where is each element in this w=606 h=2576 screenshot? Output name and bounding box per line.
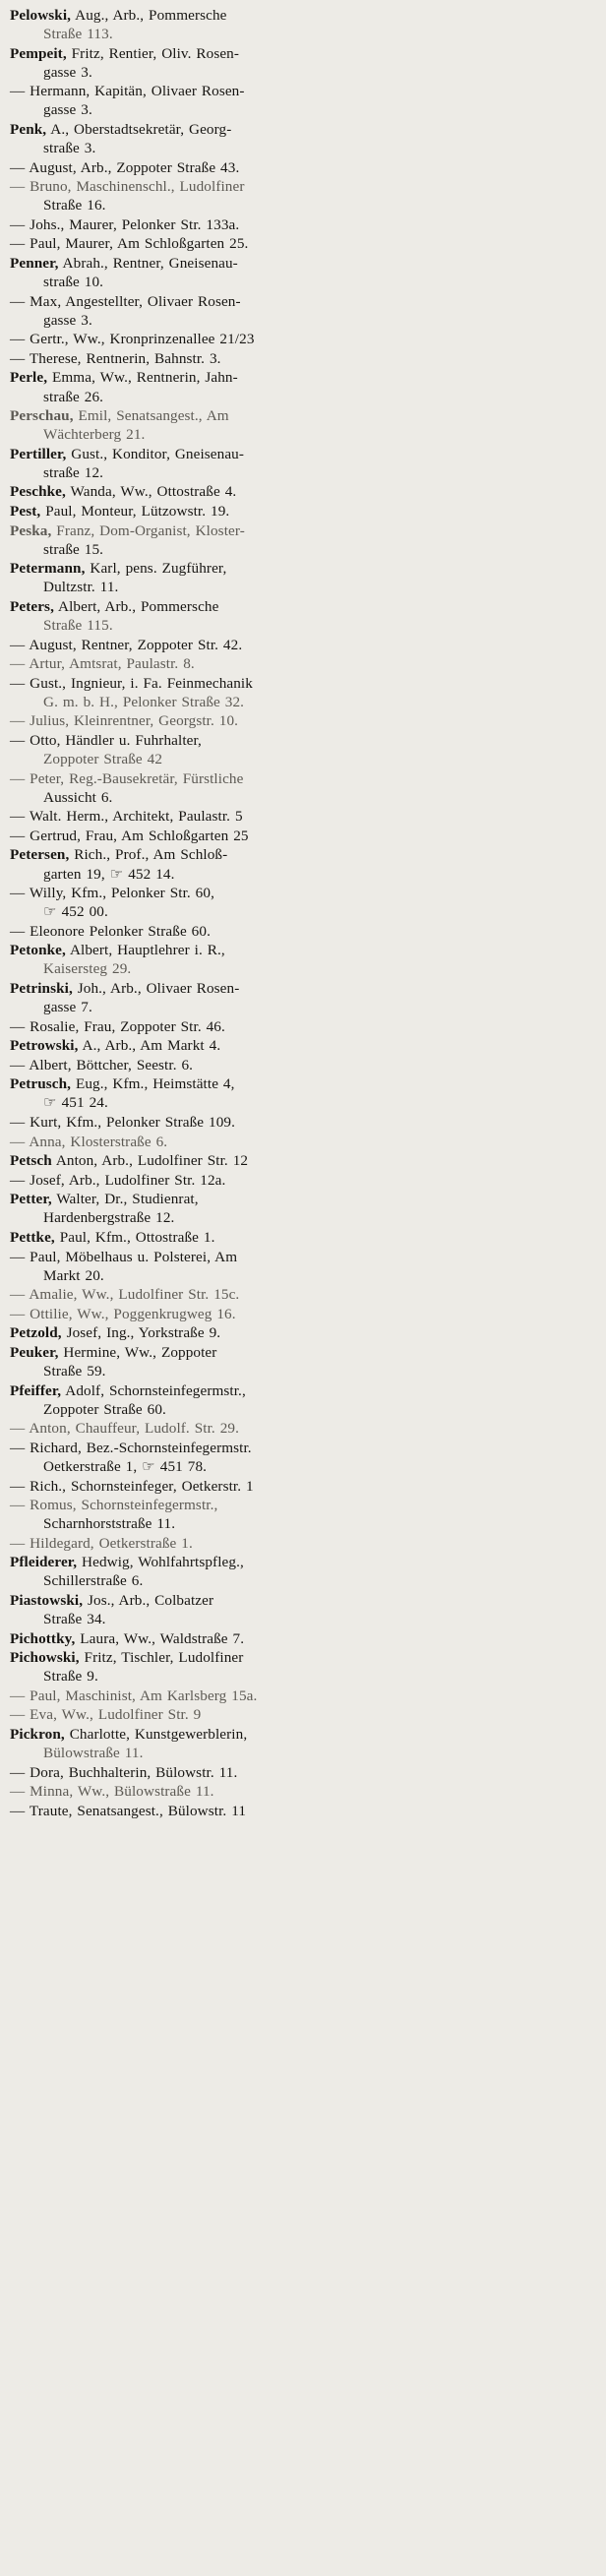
directory-entry	[10, 1113, 596, 1132]
surname: Pest,	[10, 503, 41, 521]
entry-primary-line	[10, 1324, 220, 1341]
entry-continuation-line: ☞ 451 24.	[43, 1094, 108, 1112]
directory-entry	[10, 1648, 596, 1686]
entry-primary-line: — Julius, Kleinrentner, Georgstr. 10.	[10, 712, 239, 730]
entry-primary-line	[10, 1191, 199, 1207]
entry-detail: Emil, Senatsangest., Am	[73, 407, 229, 425]
directory-entry	[10, 521, 596, 559]
directory-entry	[10, 1496, 596, 1533]
surname: Petonke,	[10, 942, 66, 959]
directory-entry	[10, 1305, 596, 1323]
entry-primary-line	[10, 1554, 244, 1570]
surname: Peters,	[10, 597, 54, 615]
directory-entry	[10, 1190, 596, 1227]
directory-entry	[10, 502, 596, 521]
entry-primary-line	[10, 1037, 220, 1054]
directory-entry	[10, 922, 596, 941]
directory-entry	[10, 1285, 596, 1304]
entry-primary-line	[10, 1382, 246, 1399]
entry-primary-line: — Otto, Händler u. Fuhrhalter,	[10, 731, 202, 749]
surname: Petter,	[10, 1191, 52, 1208]
directory-entry	[10, 1802, 596, 1820]
directory-entry	[10, 254, 596, 291]
directory-entry	[10, 120, 596, 157]
entry-primary-line	[10, 598, 218, 615]
entry-primary-line	[10, 483, 236, 500]
entry-detail: Franz, Dom-Organist, Kloster-	[51, 521, 245, 539]
entry-primary-line: — Hildegard, Oetkerstraße 1.	[10, 1534, 193, 1552]
surname: Peska,	[10, 521, 52, 539]
entry-primary-line: — Anton, Chauffeur, Ludolf. Str. 29.	[10, 1420, 239, 1438]
directory-entry	[10, 1036, 596, 1055]
entry-detail: Jos., Arb., Colbatzer	[83, 1591, 214, 1609]
directory-entry	[10, 807, 596, 826]
entry-detail: Aug., Arb., Pommersche	[71, 7, 227, 24]
entry-detail: Hedwig, Wohlfahrtspfleg.,	[77, 1554, 244, 1571]
entry-primary-line	[10, 942, 225, 958]
directory-entry	[10, 979, 596, 1016]
entry-continuation-line: straße 26.	[43, 388, 104, 405]
directory-entry	[10, 884, 596, 921]
entry-primary-line: — Anna, Klosterstraße 6.	[10, 1133, 168, 1150]
entry-continuation-line: G. m. b. H., Pelonker Straße 32.	[43, 693, 245, 710]
directory-entry	[10, 1056, 596, 1074]
directory-entry	[10, 82, 596, 119]
directory-entry	[10, 1381, 596, 1419]
entry-detail: Paul, Kfm., Ottostraße 1.	[54, 1229, 215, 1246]
surname: Pichottky,	[10, 1629, 76, 1647]
entry-primary-line	[10, 407, 229, 424]
entry-primary-line: — Max, Angestellter, Olivaer Rosen-	[10, 292, 241, 310]
directory-entry	[10, 845, 596, 883]
surname: Petrinski,	[10, 979, 73, 997]
entry-detail: Karl, pens. Zugführer,	[85, 560, 227, 578]
entry-detail: Paul, Monteur, Lützowstr. 19.	[40, 503, 230, 521]
surname: Perle,	[10, 369, 48, 387]
entry-primary-line: — Walt. Herm., Architekt, Paulastr. 5	[10, 808, 243, 826]
directory-entry	[10, 1725, 596, 1762]
surname: Penner,	[10, 255, 59, 273]
entry-primary-line: — Gust., Ingnieur, i. Fa. Feinmechanik	[10, 674, 253, 692]
entry-primary-line: — Eleonore Pelonker Straße 60.	[10, 922, 211, 940]
entry-primary-line	[10, 446, 244, 462]
entry-continuation-line: gasse 7.	[43, 999, 92, 1016]
directory-entry	[10, 1248, 596, 1285]
directory-entry	[10, 1477, 596, 1496]
entry-primary-line: — Paul, Maschinist, Am Karlsberg 15a.	[10, 1687, 258, 1704]
entry-primary-line: — Traute, Senatsangest., Bülowstr. 11	[10, 1802, 247, 1819]
entry-primary-line: — August, Rentner, Zoppoter Str. 42.	[10, 636, 243, 653]
entry-primary-line: — Gertr., Ww., Kronprinzenallee 21/23	[10, 331, 255, 348]
surname: Pfleiderer,	[10, 1554, 78, 1571]
entry-detail: Laura, Ww., Waldstraße 7.	[75, 1629, 245, 1647]
directory-entry	[10, 559, 596, 596]
entry-detail: A., Arb., Am Markt 4.	[78, 1037, 221, 1055]
entry-continuation-line: gasse 3.	[43, 63, 92, 81]
directory-entry	[10, 597, 596, 635]
entry-primary-line: — Bruno, Maschinenschl., Ludolfiner	[10, 178, 245, 196]
entry-primary-line	[10, 255, 238, 272]
directory-entry	[10, 769, 596, 807]
directory-entry	[10, 1228, 596, 1247]
surname: Petsch	[10, 1152, 52, 1170]
directory-entry	[10, 1074, 596, 1112]
entry-continuation-line: Straße 115.	[43, 617, 113, 634]
entry-primary-line: — Ottilie, Ww., Poggenkrugweg 16.	[10, 1305, 236, 1322]
directory-entry	[10, 1151, 596, 1170]
entry-continuation-line: Dultzstr. 11.	[43, 579, 119, 596]
entry-detail: Anton, Arb., Ludolfiner Str. 12	[51, 1152, 249, 1170]
entry-primary-line: — Romus, Schornsteinfegermstr.,	[10, 1497, 218, 1514]
entry-continuation-line: Markt 20.	[43, 1266, 104, 1284]
directory-entry	[10, 1687, 596, 1705]
entry-continuation-line: Scharnhorststraße 11.	[43, 1515, 176, 1533]
entry-continuation-line: Schillerstraße 6.	[43, 1572, 144, 1590]
directory-entry	[10, 827, 596, 845]
entry-detail: Eug., Kfm., Heimstätte 4,	[71, 1075, 235, 1093]
entry-primary-line: — Eva, Ww., Ludolfiner Str. 9	[10, 1706, 202, 1724]
entry-primary-line: — Gertrud, Frau, Am Schloßgarten 25	[10, 827, 249, 844]
surname: Pichowski,	[10, 1649, 80, 1667]
entry-continuation-line: Straße 34.	[43, 1611, 106, 1628]
entry-primary-line	[10, 1229, 215, 1246]
entry-continuation-line: straße 12.	[43, 463, 104, 481]
entry-detail: Hermine, Ww., Zoppoter	[58, 1343, 217, 1361]
entry-continuation-line: straße 3.	[43, 140, 96, 157]
directory-entry	[10, 1591, 596, 1628]
entry-continuation-line: Wächterberg 21.	[43, 426, 146, 444]
entry-primary-line: — Minna, Ww., Bülowstraße 11.	[10, 1783, 214, 1801]
entry-detail: Albert, Hauptlehrer i. R.,	[65, 942, 225, 959]
directory-entry	[10, 1419, 596, 1438]
entry-primary-line	[10, 503, 229, 520]
directory-entry	[10, 1323, 596, 1342]
entry-primary-line: — Hermann, Kapitän, Olivaer Rosen-	[10, 83, 245, 100]
entry-continuation-line: Aussicht 6.	[43, 788, 113, 806]
entry-detail: Josef, Ing., Yorkstraße 9.	[61, 1324, 221, 1342]
surname: Piastowski,	[10, 1591, 84, 1609]
entry-primary-line: — Johs., Maurer, Pelonker Str. 133a.	[10, 215, 240, 233]
entry-continuation-line: Hardenbergstraße 12.	[43, 1209, 175, 1227]
entry-primary-line	[10, 45, 239, 62]
entry-detail: Charlotte, Kunstgewerblerin,	[64, 1726, 248, 1744]
entry-primary-line	[10, 1344, 216, 1361]
directory-entry	[10, 234, 596, 253]
surname: Perschau,	[10, 407, 74, 425]
directory-entry	[10, 654, 596, 673]
entry-primary-line: — August, Arb., Zoppoter Straße 43.	[10, 158, 240, 176]
entry-primary-line	[10, 522, 245, 539]
entry-primary-line	[10, 1152, 248, 1169]
surname: Pelowski,	[10, 7, 72, 24]
surname: Petrowski,	[10, 1037, 79, 1055]
entry-primary-line: — Josef, Arb., Ludolfiner Str. 12a.	[10, 1171, 226, 1189]
entry-continuation-line: gasse 3.	[43, 311, 92, 329]
entry-primary-line: — Rich., Schornsteinfeger, Oetkerstr. 1	[10, 1477, 254, 1495]
entry-primary-line: — Peter, Reg.-Bausekretär, Fürstliche	[10, 769, 244, 787]
directory-entry	[10, 158, 596, 177]
entry-continuation-line: Straße 16.	[43, 197, 106, 215]
entry-continuation-line: Zoppoter Straße 60.	[43, 1400, 166, 1418]
entry-detail: Adolf, Schornsteinfegermstr.,	[61, 1381, 246, 1399]
surname: Penk,	[10, 120, 47, 138]
entry-continuation-line: Oetkerstraße 1, ☞ 451 78.	[43, 1457, 208, 1475]
directory-entry	[10, 674, 596, 711]
entry-detail: Emma, Ww., Rentnerin, Jahn-	[47, 369, 238, 387]
entry-primary-line	[10, 369, 238, 386]
entry-detail: Fritz, Rentier, Oliv. Rosen-	[66, 44, 240, 62]
surname: Peschke,	[10, 483, 66, 501]
directory-entry	[10, 1534, 596, 1553]
directory-entry	[10, 1343, 596, 1380]
entry-continuation-line: Straße 113.	[43, 26, 113, 43]
entry-continuation-line: straße 15.	[43, 540, 104, 558]
entry-detail: Rich., Prof., Am Schloß-	[69, 846, 228, 864]
entry-primary-line	[10, 846, 227, 863]
entry-primary-line	[10, 1726, 247, 1743]
surname: Pettke,	[10, 1229, 55, 1246]
directory-entry	[10, 330, 596, 348]
entry-primary-line	[10, 7, 227, 24]
directory-entry	[10, 1782, 596, 1801]
surname: Petersen,	[10, 846, 70, 864]
directory-entry	[10, 368, 596, 405]
directory-entry	[10, 445, 596, 482]
entry-primary-line	[10, 1075, 235, 1092]
surname: Pfeiffer,	[10, 1381, 62, 1399]
surname: Petermann,	[10, 560, 86, 578]
entry-continuation-line: Straße 59.	[43, 1363, 106, 1380]
entry-primary-line: — Albert, Böttcher, Seestr. 6.	[10, 1056, 194, 1073]
directory-entry	[10, 711, 596, 730]
surname: Petzold,	[10, 1324, 62, 1342]
entry-primary-line	[10, 1649, 243, 1666]
entry-detail: Abrah., Rentner, Gneisenau-	[58, 255, 238, 273]
entry-detail: Albert, Arb., Pommersche	[53, 597, 219, 615]
directory-entry	[10, 1017, 596, 1036]
entry-detail: Wanda, Ww., Ottostraße 4.	[65, 483, 237, 501]
directory-entry	[10, 1763, 596, 1782]
entry-primary-line: — Paul, Maurer, Am Schloßgarten 25.	[10, 235, 249, 253]
entry-primary-line: — Richard, Bez.-Schornsteinfegermstr.	[10, 1439, 252, 1456]
entry-detail: Gust., Konditor, Gneisenau-	[66, 445, 245, 462]
entry-continuation-line: ☞ 452 00.	[43, 903, 108, 921]
entry-continuation-line: Zoppoter Straße 42	[43, 751, 163, 768]
directory-entry	[10, 292, 596, 330]
entry-primary-line: — Kurt, Kfm., Pelonker Straße 109.	[10, 1114, 236, 1132]
directory-entry	[10, 1171, 596, 1190]
directory-entry	[10, 1629, 596, 1648]
entry-continuation-line: Straße 9.	[43, 1668, 98, 1686]
entry-primary-line: — Willy, Kfm., Pelonker Str. 60,	[10, 885, 214, 902]
entry-primary-line: — Therese, Rentnerin, Bahnstr. 3.	[10, 349, 221, 367]
entry-detail: Joh., Arb., Olivaer Rosen-	[72, 979, 240, 997]
surname: Pertiller,	[10, 445, 67, 462]
entry-primary-line	[10, 980, 239, 997]
directory-entry	[10, 44, 596, 82]
entry-primary-line	[10, 560, 226, 577]
entry-detail: Walter, Dr., Studienrat,	[51, 1191, 199, 1208]
entry-continuation-line: Bülowstraße 11.	[43, 1745, 144, 1762]
entry-detail: Fritz, Tischler, Ludolfiner	[79, 1649, 244, 1667]
directory-entry	[10, 349, 596, 368]
directory-entry	[10, 177, 596, 215]
surname: Pickron,	[10, 1726, 65, 1744]
entry-continuation-line: Kaisersteg 29.	[43, 960, 132, 978]
directory-entry	[10, 1133, 596, 1151]
directory-entry	[10, 6, 596, 43]
surname: Pempeit,	[10, 44, 67, 62]
entry-continuation-line: garten 19, ☞ 452 14.	[43, 865, 175, 883]
entry-primary-line	[10, 1630, 244, 1647]
directory-entry	[10, 636, 596, 654]
directory-entry	[10, 215, 596, 234]
entry-primary-line	[10, 1592, 213, 1609]
directory-entry	[10, 731, 596, 768]
entry-continuation-line: gasse 3.	[43, 101, 92, 119]
directory-entry	[10, 482, 596, 501]
entry-primary-line: — Paul, Möbelhaus u. Polsterei, Am	[10, 1248, 238, 1265]
directory-entry	[10, 1439, 596, 1476]
surname: Peuker,	[10, 1343, 59, 1361]
entry-detail: A., Oberstadtsekretär, Georg-	[46, 120, 232, 138]
directory-entry	[10, 406, 596, 444]
entry-primary-line: — Dora, Buchhalterin, Bülowstr. 11.	[10, 1763, 238, 1781]
directory-entry	[10, 1705, 596, 1724]
entry-primary-line: — Rosalie, Frau, Zoppoter Str. 46.	[10, 1017, 225, 1035]
entry-primary-line	[10, 121, 231, 138]
entry-primary-line: — Amalie, Ww., Ludolfiner Str. 15c.	[10, 1286, 240, 1304]
directory-entry	[10, 941, 596, 978]
entry-primary-line: — Artur, Amtsrat, Paulastr. 8.	[10, 655, 195, 673]
entry-continuation-line: straße 10.	[43, 274, 104, 291]
surname: Petrusch,	[10, 1075, 72, 1093]
directory-entry	[10, 1553, 596, 1590]
